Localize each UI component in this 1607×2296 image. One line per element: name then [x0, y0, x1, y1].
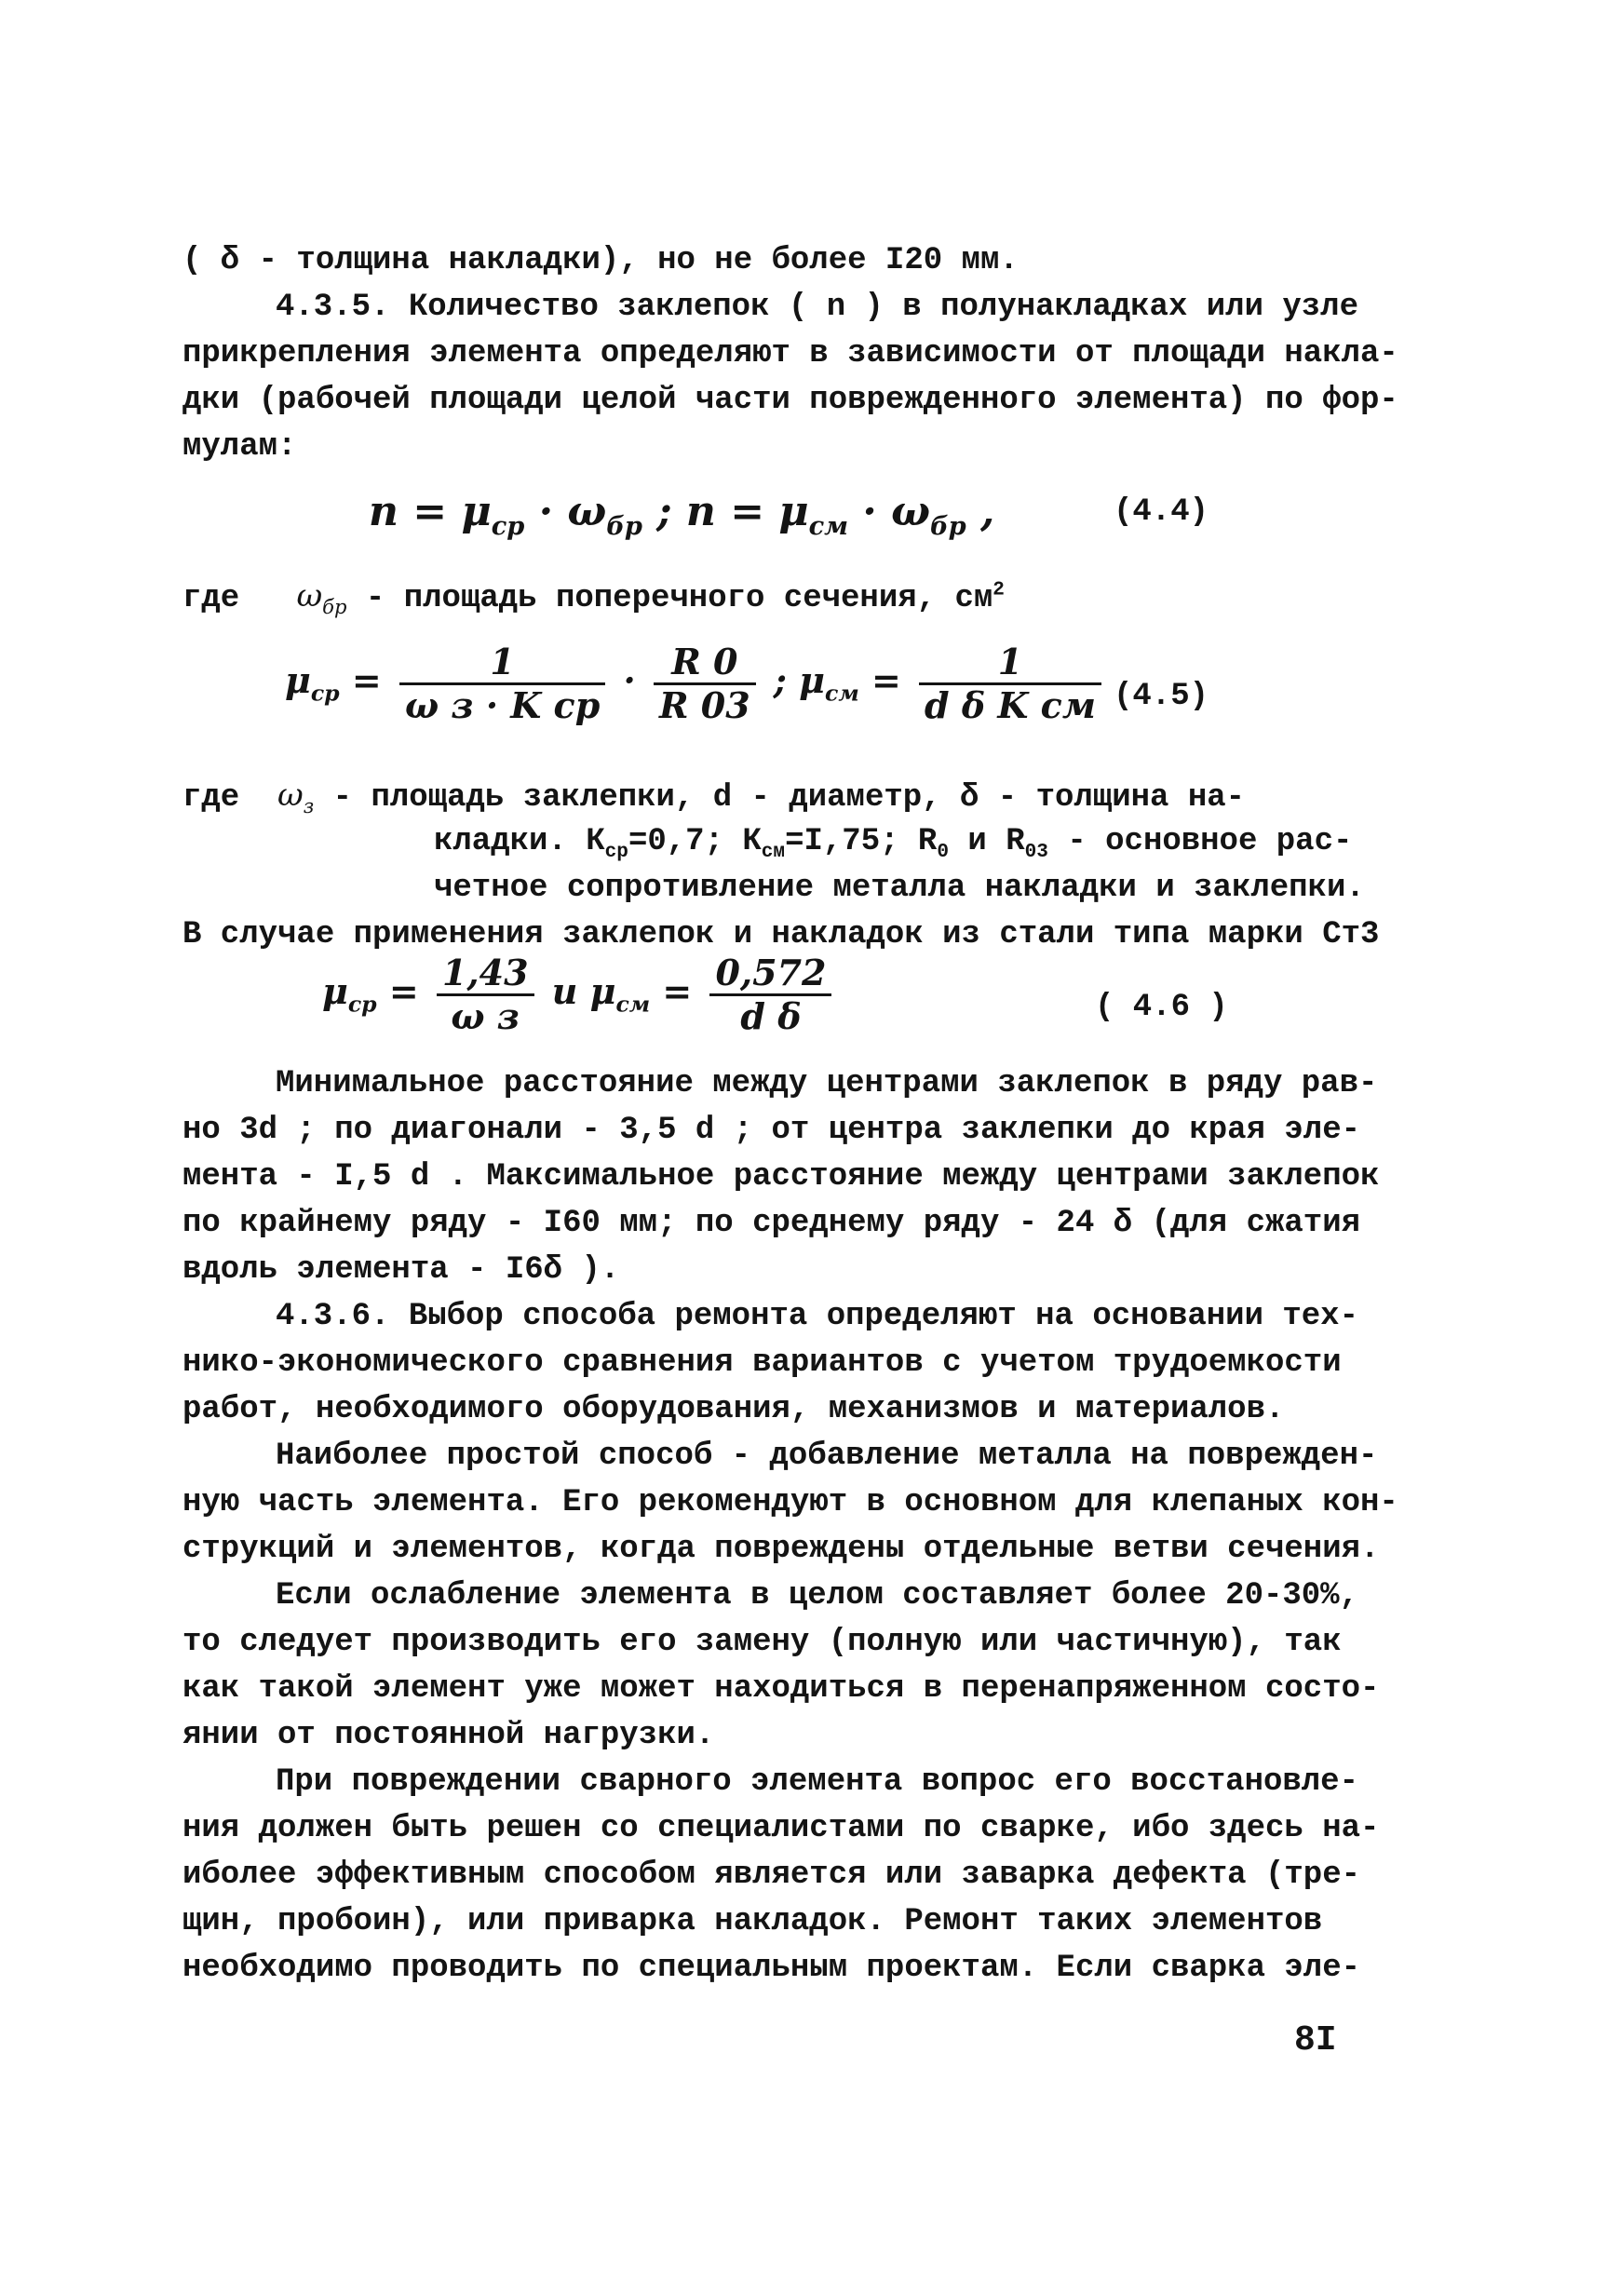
text-line: Если ослабление элемента в целом составляет более 20-30%, [276, 1578, 1358, 1614]
text-line: ( δ - толщина накладки), но не более I20 мм. [182, 243, 1019, 278]
formula-4-4-body: $n = \mu_{ср} \cdot \omega_{бр}$ ; $n = \mu_{см} \cdot \omega_{бр}$ , [369, 488, 995, 541]
text-line: но 3d ; по диагонали - 3,5 d ; от центра заклепки до края эле- [182, 1113, 1361, 1148]
where-line-2: где $\omega_з$ - площадь заклепки, d - диаметр, δ - толщина на- [182, 777, 1246, 817]
text-line: мента - I,5 d . Максимальное расстояние между центрами заклепок [182, 1159, 1380, 1195]
formula-4-5-body: $\mu_{ср}$ = $\frac{1}{\text{ω з · K ср}}$ · $\frac{R 0}{R 03}$ ; $\mu_{см}$ = $\frac{1}{\text{d δ K см}}$ [285, 642, 1107, 726]
text-line: по крайнему ряду - I60 мм; по среднему ряду - 24 δ (для сжатия [182, 1206, 1361, 1241]
text-line: иболее эффективным способом является или заварка дефекта (тре- [182, 1857, 1361, 1893]
where-line-1: где $\omega_{бр}$ - площадь поперечного сечения, $см^2$ [182, 577, 1005, 618]
section-4-3-5-heading: 4.3.5. Количество заклепок ( n ) в полунакладках или узле [276, 290, 1358, 325]
where-line-3: кладки. $К_{ср}=0,7$; $К_{см}=I,75$; $R_0$ и $R_{03}$ - основное рас- [434, 824, 1353, 863]
text-line: щин, пробоин), или приварка накладок. Ремонт таких элементов [182, 1904, 1323, 1939]
formula-number: (4.5) [1114, 679, 1209, 714]
document-page [182, 237, 1398, 1992]
section-4-3-6-heading: 4.3.6. Выбор способа ремонта определяют на основании тех- [276, 1299, 1358, 1334]
text-line: мулам: [182, 429, 297, 465]
formula-4-4 [182, 470, 1384, 573]
text-line: При повреждении сварного элемента вопрос его восстановле- [276, 1764, 1358, 1800]
text-line: вдоль элемента - I6δ ). [182, 1252, 620, 1288]
text-line: необходимо проводить по специальным проектам. Если сварка эле- [182, 1951, 1361, 1986]
text-line: дки (рабочей площади целой части поврежденного элемента) по фор- [182, 383, 1398, 418]
formula-number: (4.4) [1114, 494, 1209, 530]
formula-4-6 [182, 952, 1384, 1060]
formula-4-6-body: $\mu_{ср}$ = $\frac{1,43}{\text{ω з}}$ и $\mu_{см}$ = $\frac{0,572}{\text{d δ}}$ [322, 952, 837, 1037]
where-line-4: четное сопротивление металла накладки и заклепки. [434, 871, 1365, 906]
text-line: ную часть элемента. Его рекомендуют в основном для клепаных кон- [182, 1485, 1398, 1520]
formula-number: ( 4.6 ) [1095, 990, 1228, 1025]
text-line: нико-экономического сравнения вариантов с учетом трудоемкости [182, 1345, 1342, 1381]
text-line: работ, необходимого оборудования, механизмов и материалов. [182, 1392, 1285, 1427]
text-line: В случае применения заклепок и накладок из стали типа марки Ст3 [182, 917, 1380, 952]
page-number: 8I [1294, 2020, 1337, 2060]
text-line: то следует производить его замену (полную или частичную), так [182, 1625, 1342, 1660]
text-line: струкций и элементов, когда повреждены отдельные ветви сечения. [182, 1532, 1380, 1567]
text-line: прикрепления элемента определяют в зависимости от площади накла- [182, 336, 1398, 371]
text-line: Наиболее простой способ - добавление металла на поврежден- [276, 1438, 1378, 1474]
text-line: Минимальное расстояние между центрами заклепок в ряду рав- [276, 1066, 1378, 1101]
text-line: как такой элемент уже может находиться в перенапряженном состо- [182, 1671, 1380, 1707]
text-line: ния должен быть решен со специалистами по сварке, ибо здесь на- [182, 1811, 1380, 1846]
formula-4-5 [182, 642, 1384, 772]
text-line: янии от постоянной нагрузки. [182, 1718, 715, 1753]
